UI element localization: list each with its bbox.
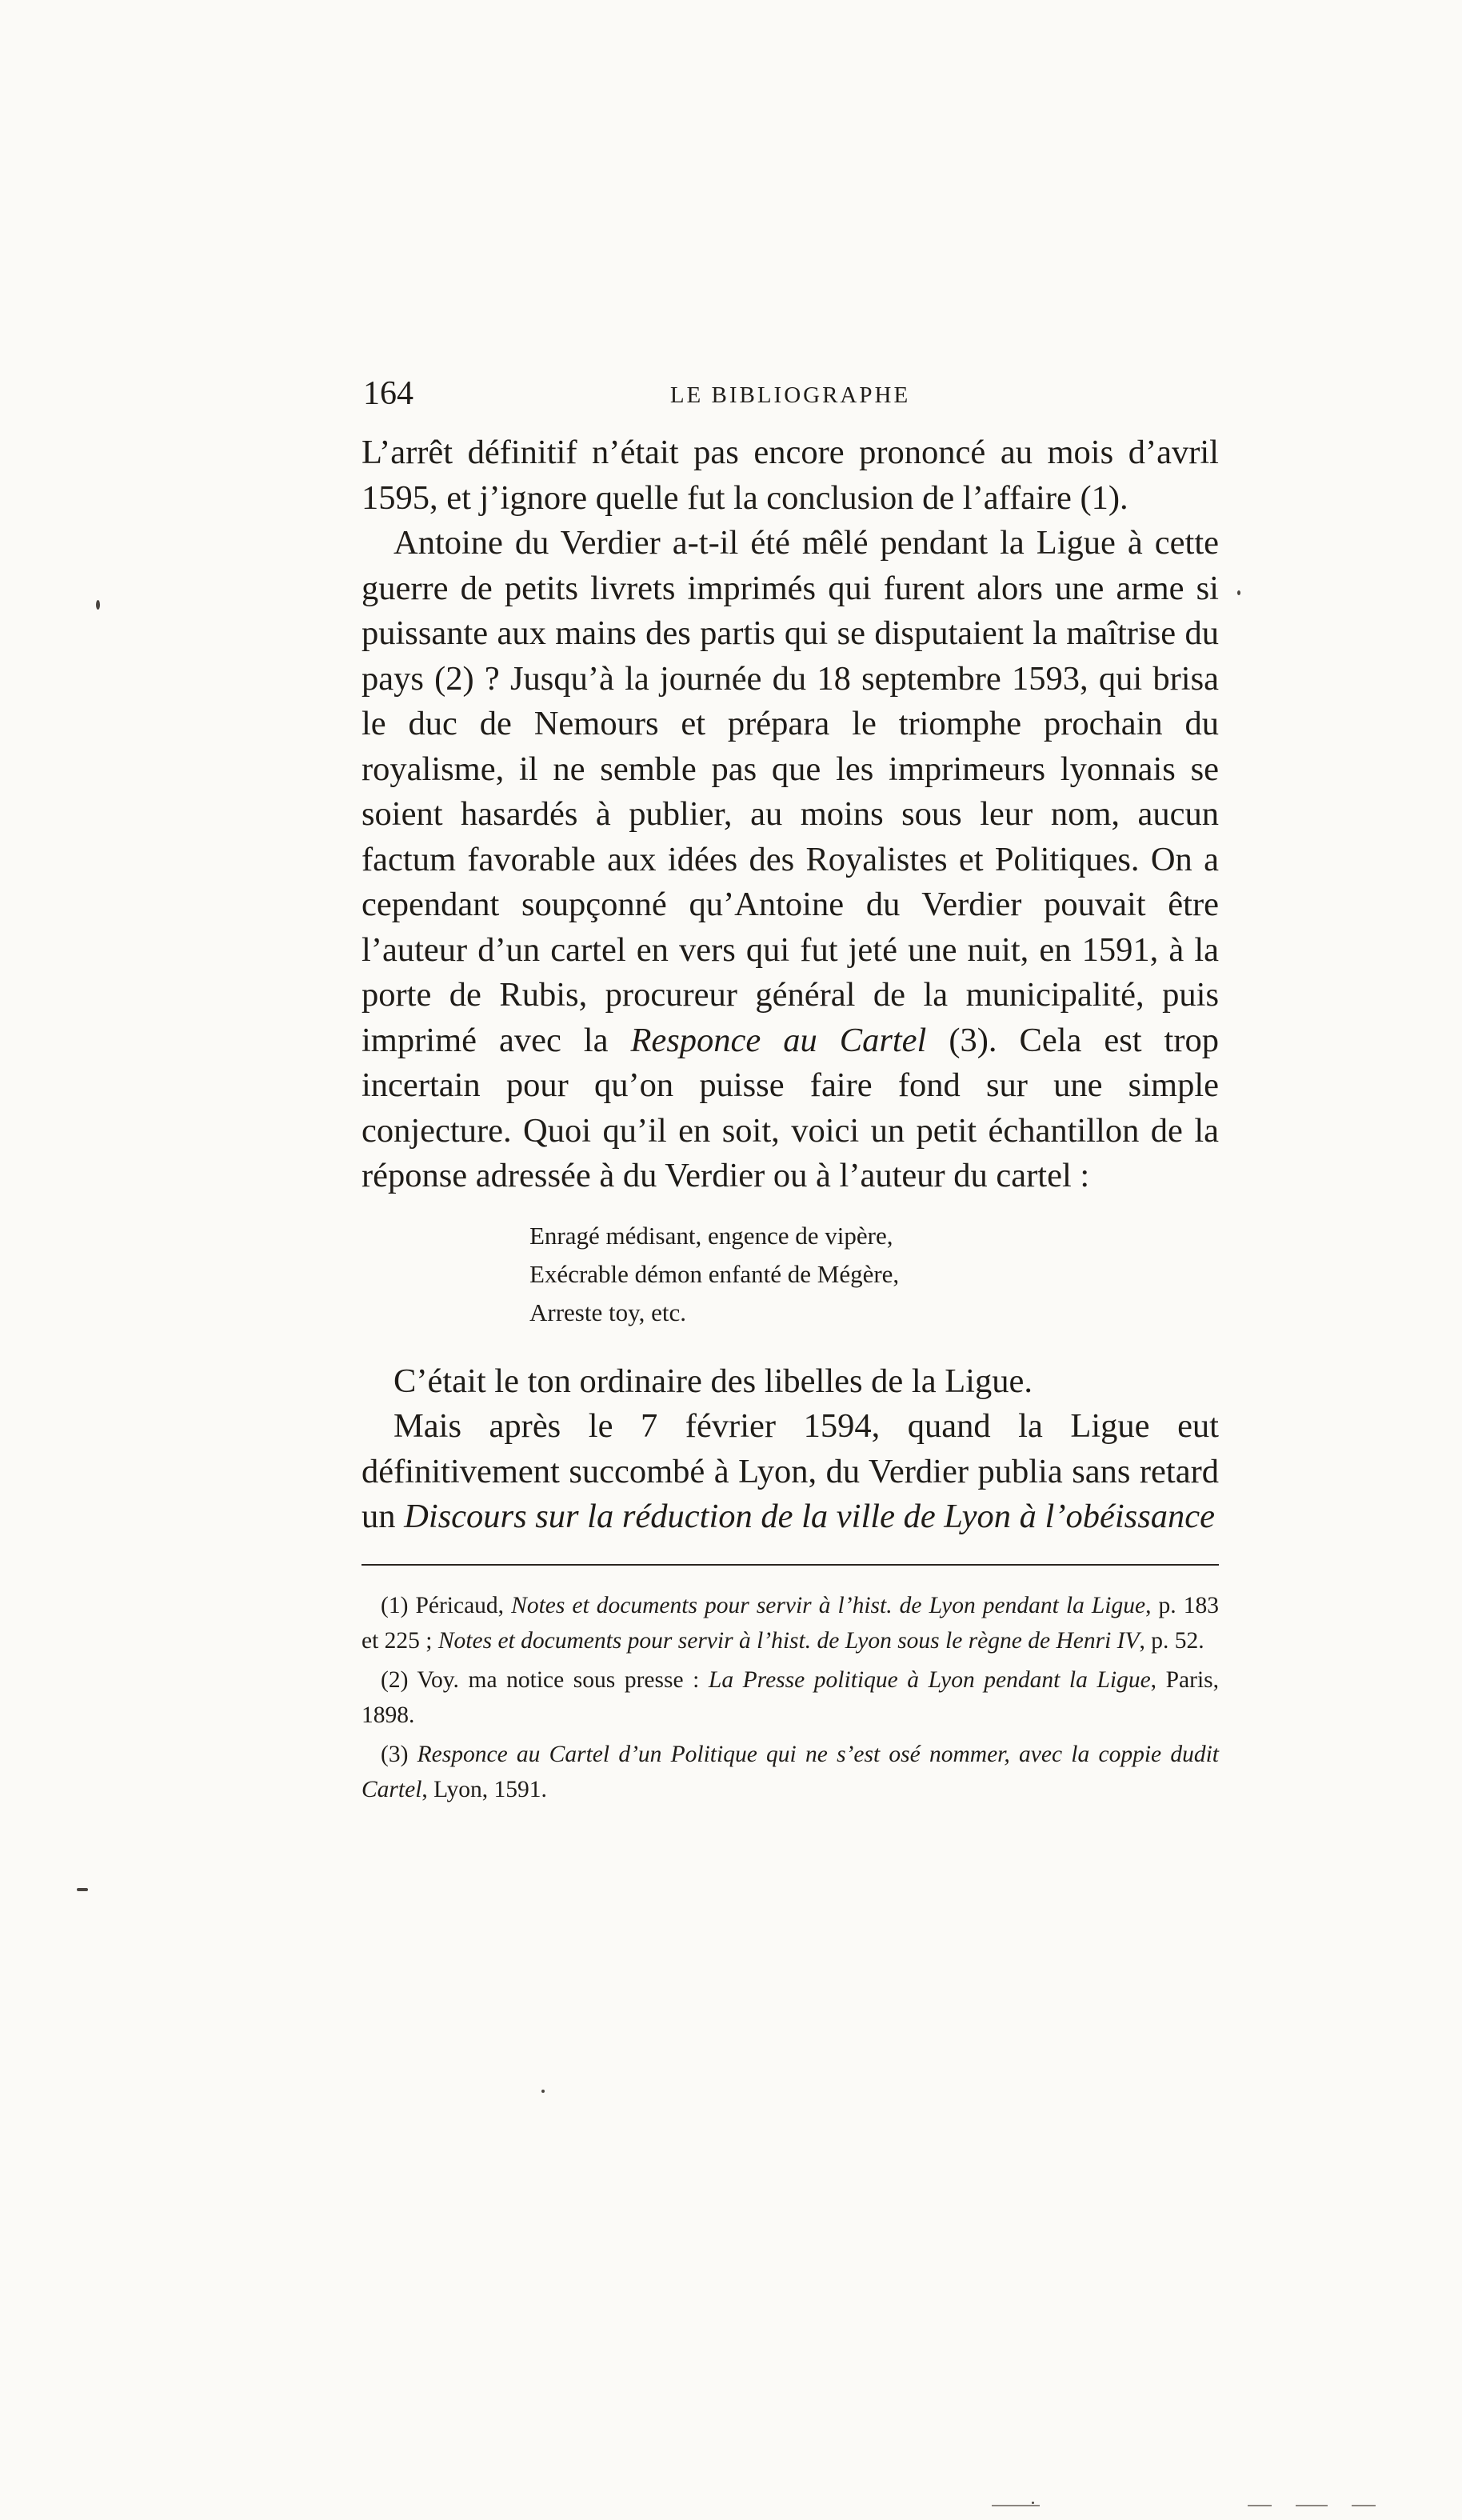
text-run: C’était le ton ordinaire des libelles de la Ligue.	[393, 1362, 1033, 1400]
verse-line: Exécrable démon enfanté de Mégère,	[529, 1259, 900, 1288]
italic-title-text: Notes et documents pour servir à l’hist. de Lyon sous le règne de Henri IV	[437, 1628, 1140, 1654]
text-run: (3)	[381, 1741, 417, 1767]
page-number: 164	[363, 375, 413, 412]
footnote-fn3	[362, 1737, 1219, 1808]
text-run: , Lyon, 1591.	[421, 1777, 547, 1802]
text-run: (3). Cela est trop incertain pour qu’on puisse faire fond sur une simple conjecture. Quoi qu’il en soit, voici un petit échantillon de la réponse adressée à du Verdier ou à l’auteur du cartel :	[362, 1021, 1219, 1194]
italic-title-text: Responce au Cartel	[630, 1021, 927, 1059]
paragraph-p3	[362, 1359, 1219, 1405]
scan-edge-mark	[992, 2505, 1040, 2506]
text-run: L’arrêt définitif n’était pas encore prononcé au mois d’avril 1595, et j’ignore quelle fut la conclusion de l’affaire (1).	[362, 434, 1219, 517]
paragraph-p4	[362, 1404, 1219, 1540]
text-run: (2) Voy. ma notice sous presse :	[381, 1666, 709, 1693]
book-page	[362, 374, 1219, 1811]
text-run: , Paris, 1898.	[362, 1666, 1220, 1728]
footnote-fn2	[362, 1662, 1219, 1734]
running-head	[362, 374, 1219, 430]
paragraph-p2	[362, 521, 1219, 1199]
running-title: LE BIBLIOGRAPHE	[669, 382, 911, 408]
italic-title-text: La Presse politique à Lyon pendant la Ligue	[708, 1666, 1151, 1693]
scan-speck	[1032, 2502, 1034, 2504]
scan-speck	[541, 2090, 545, 2093]
italic-title-text: Discours sur la réduction de la ville de Lyon à l’obéissance	[404, 1498, 1215, 1535]
text-run: (1) Péricaud,	[381, 1592, 512, 1618]
scan-speck	[96, 600, 100, 610]
scan-edge-mark	[1296, 2505, 1328, 2506]
text-run: Antoine du Verdier a-t-il été mêlé pendant la Ligue à cette guerre de petits livrets imprimés qui furent alors une arme si puissante aux mains des partis qui se disputaient la maîtrise du pays (2) ? Jusqu’à la journée du 18 septembre 1593, qui brisa le duc de Nemours et prépara le triomphe prochain du royalisme, il ne semble pas que les imprimeurs lyonnais se soient hasardés à publier, au moins sous leur nom, aucun factum favorable aux idées des Royalistes et Politiques. On a cependant soupçonné qu’Antoine du Verdier pouvait être l’auteur d’un cartel en vers qui fut jeté une nuit, en 1591, à la porte de Rubis, procureur général de la municipalité, puis imprimé avec la	[362, 524, 1219, 1059]
scan-speck	[1237, 590, 1240, 595]
footnote-rule	[362, 1564, 1219, 1566]
footnote-fn1	[362, 1588, 1219, 1659]
italic-title-text: Notes et documents pour servir à l’hist. de Lyon pendant la Ligue	[511, 1592, 1146, 1618]
verse-line: Enragé médisant, engence de vipère,	[529, 1221, 893, 1250]
scan-edge-mark	[1352, 2505, 1376, 2506]
paragraph-group	[362, 1359, 1219, 1540]
text-run: , p. 183 et 225 ;	[362, 1592, 1220, 1654]
verse-quotation	[529, 1217, 1219, 1332]
main-text	[362, 430, 1219, 1540]
scan-speck	[77, 1888, 88, 1891]
scan-edge-mark	[1248, 2505, 1272, 2506]
italic-title-text: Responce au Cartel d’un Politique qui ne s’est osé nommer, avec la coppie dudit Cartel	[362, 1741, 1219, 1802]
footnotes	[362, 1588, 1219, 1808]
paragraph-p1	[362, 430, 1219, 521]
paragraph-group	[362, 430, 1219, 1199]
text-run: , p. 52.	[1139, 1628, 1204, 1654]
verse-line: Arreste toy, etc.	[529, 1298, 686, 1326]
text-run: Mais après le 7 février 1594, quand la Ligue eut définitivement succombé à Lyon, du Verdier publia sans retard un	[362, 1407, 1219, 1535]
